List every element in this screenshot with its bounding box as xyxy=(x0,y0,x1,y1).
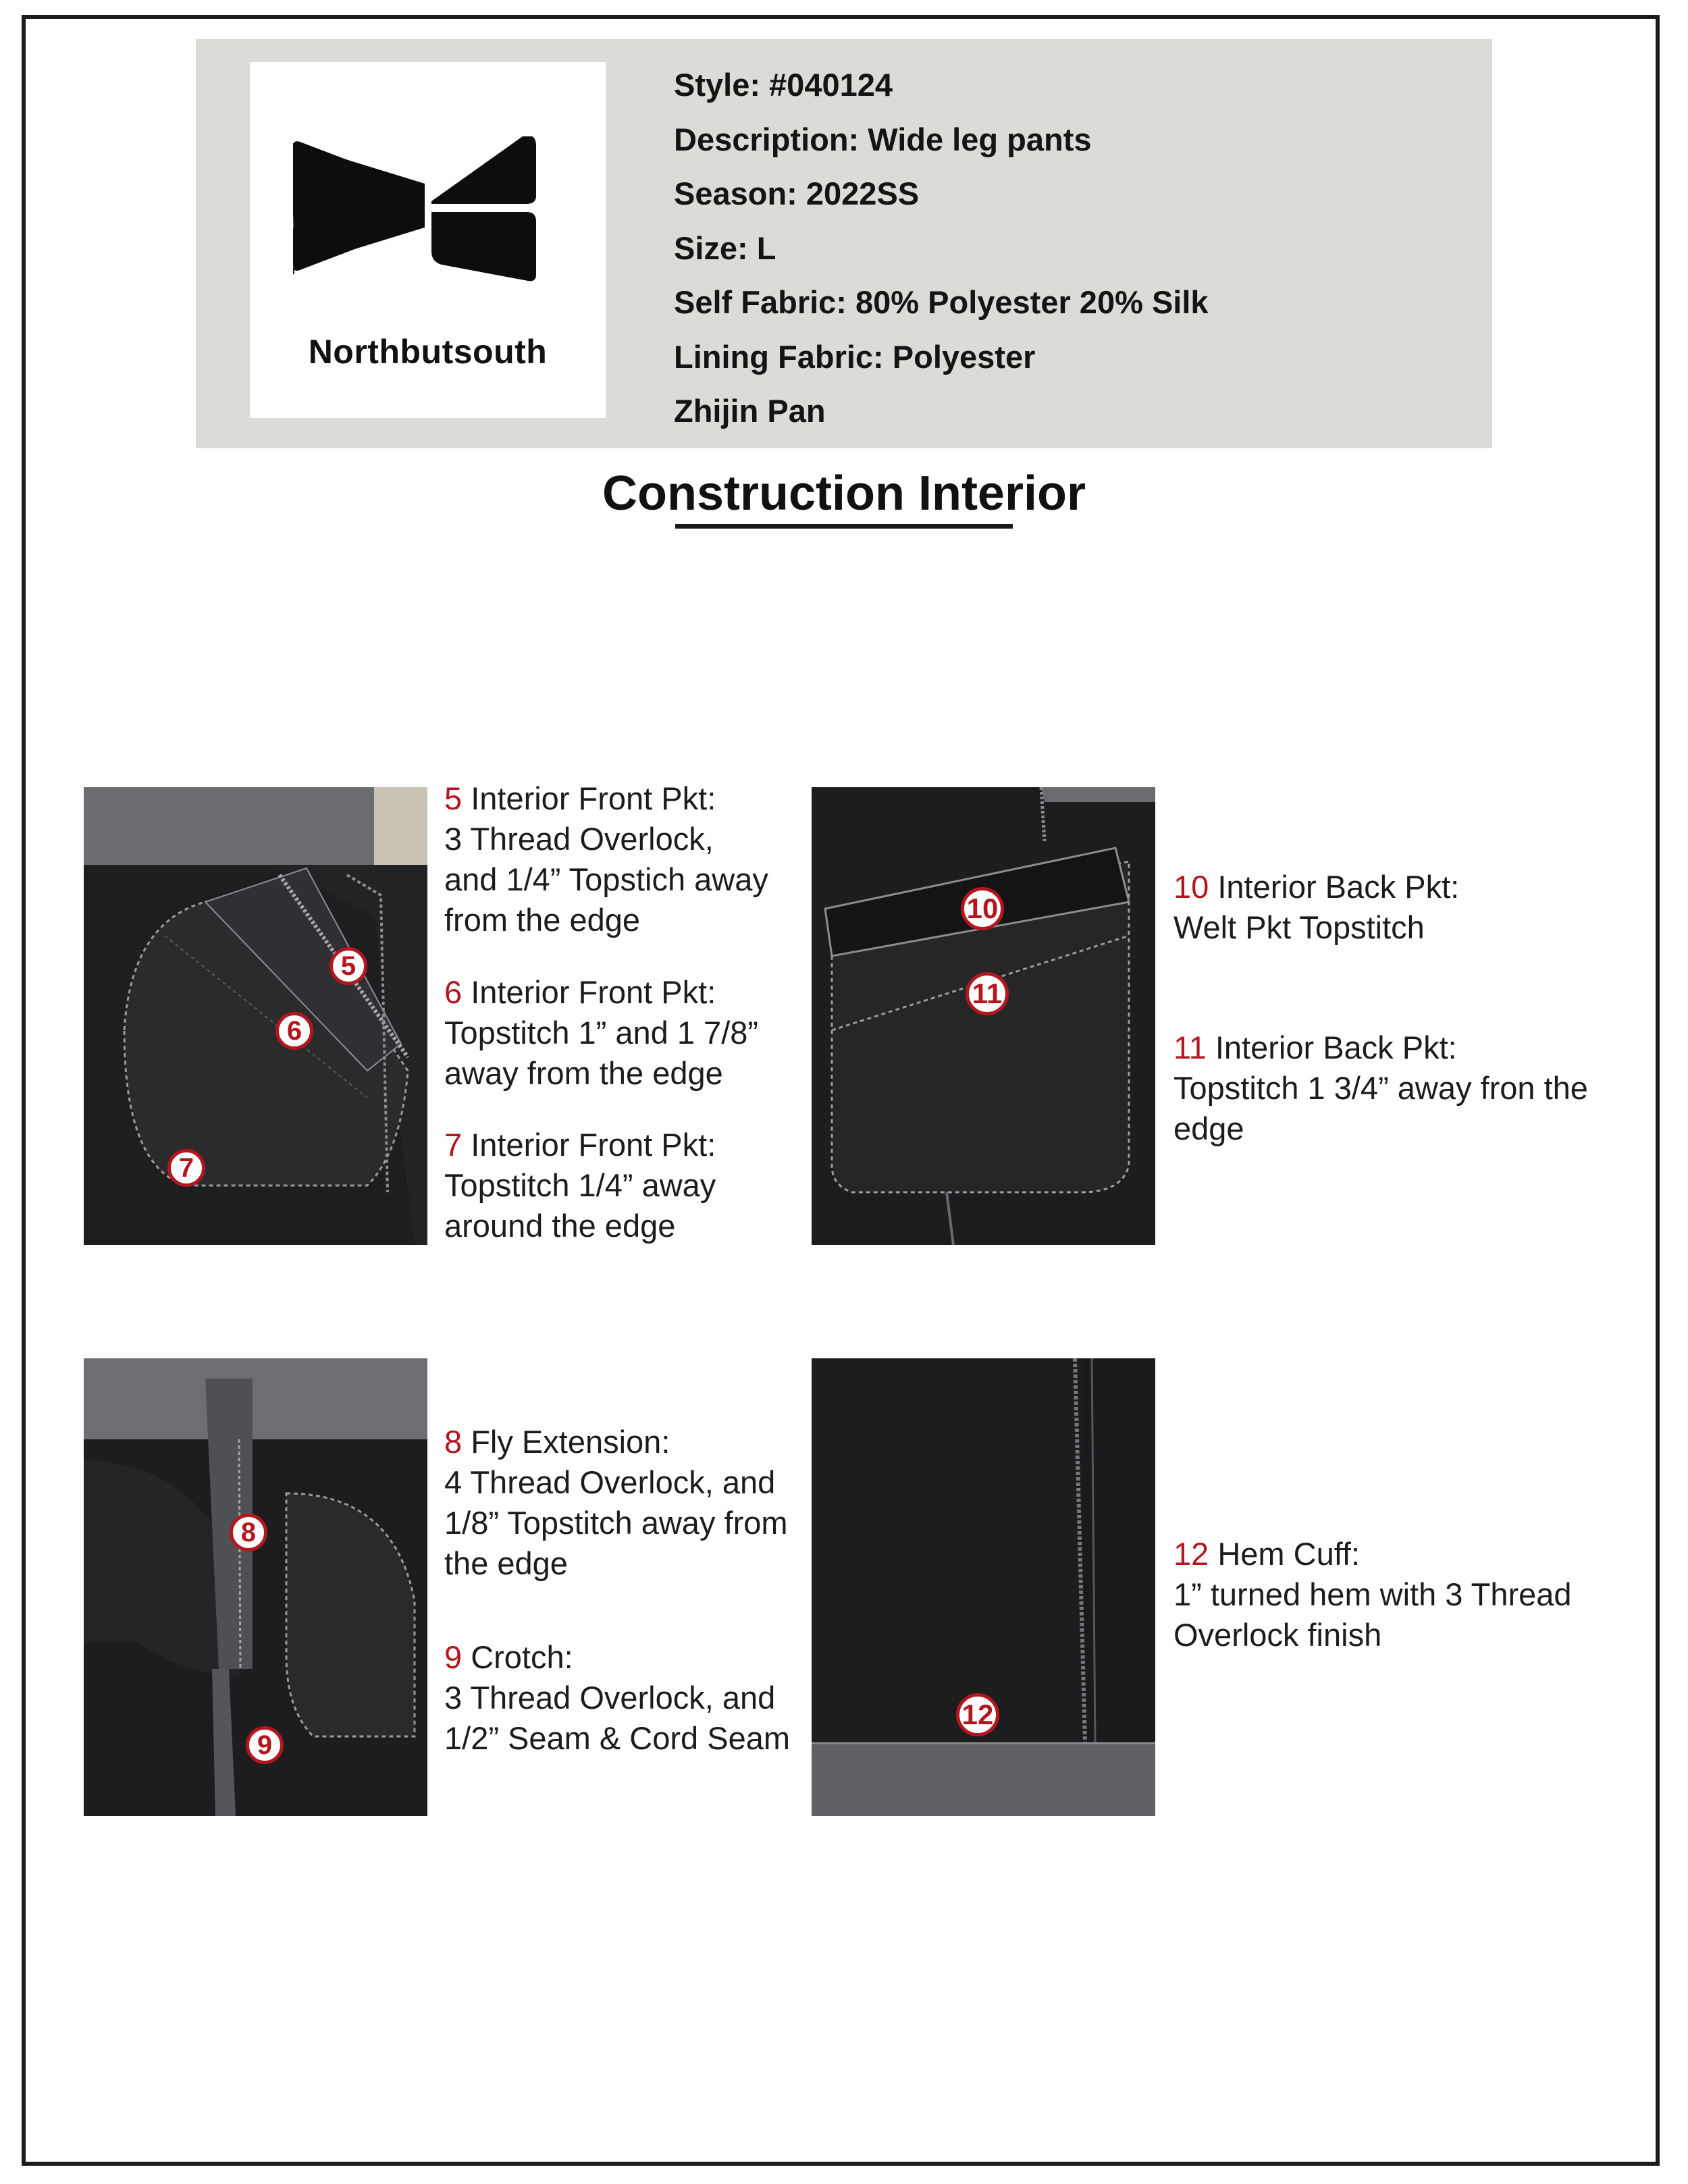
note-label: Crotch: xyxy=(462,1639,573,1675)
marker-8: 8 xyxy=(230,1514,267,1551)
title-underline xyxy=(675,524,1013,529)
note-line: Topstitch 1” and 1 7/8” xyxy=(444,1015,759,1050)
note-line: around the edge xyxy=(444,1208,676,1244)
self-fabric: Self Fabric: 80% Polyester 20% Silk xyxy=(674,284,1209,320)
size: Size: L xyxy=(674,230,776,266)
note-line: Overlock finish xyxy=(1173,1617,1382,1653)
season: Season: 2022SS xyxy=(674,176,920,211)
note-line: 3 Thread Overlock, xyxy=(444,821,714,857)
note-number: 11 xyxy=(1173,1030,1207,1065)
back-pocket-photo xyxy=(812,787,1155,1245)
abstract-bowtie-logo-icon xyxy=(293,136,536,282)
note-label: Fly Extension: xyxy=(462,1424,670,1460)
style-number: Style: #040124 xyxy=(674,67,893,103)
note-line: Topstitch 1 3/4” away fron the xyxy=(1173,1070,1588,1106)
note-line: Topstitch 1/4” away xyxy=(444,1167,716,1203)
note-label: Hem Cuff: xyxy=(1209,1536,1361,1572)
note-5 xyxy=(444,778,768,940)
note-11 xyxy=(1173,1028,1588,1149)
note-line: Welt Pkt Topstitch xyxy=(1173,909,1425,945)
spec-header xyxy=(196,39,1492,448)
spec-info xyxy=(674,58,1209,439)
note-line: 3 Thread Overlock, and xyxy=(444,1680,776,1715)
marker-11: 11 xyxy=(966,972,1009,1015)
note-7 xyxy=(444,1125,716,1246)
marker-12: 12 xyxy=(956,1693,999,1736)
note-12 xyxy=(1173,1534,1572,1655)
note-number: 8 xyxy=(444,1424,463,1460)
note-line: 1/8” Topstitch away from xyxy=(444,1505,788,1541)
lining-fabric: Lining Fabric: Polyester xyxy=(674,338,1036,375)
brand-name: Northbutsouth xyxy=(308,333,548,371)
page-title: Construction Interior xyxy=(602,467,1086,521)
marker-9: 9 xyxy=(246,1726,284,1764)
note-line: from the edge xyxy=(444,902,641,938)
marker-5: 5 xyxy=(329,947,367,985)
note-label: Interior Back Pkt: xyxy=(1209,869,1460,905)
note-line: edge xyxy=(1173,1111,1244,1146)
note-label: Interior Back Pkt: xyxy=(1206,1030,1457,1065)
note-number: 12 xyxy=(1173,1536,1209,1572)
marker-7: 7 xyxy=(167,1149,205,1187)
note-6 xyxy=(444,972,758,1094)
designer-name: Zhijin Pan xyxy=(674,393,826,429)
front-pocket-photo xyxy=(84,787,427,1245)
note-line: the edge xyxy=(444,1545,568,1581)
note-label: Interior Front Pkt: xyxy=(462,780,716,816)
hem-cuff-photo xyxy=(812,1358,1155,1816)
note-number: 5 xyxy=(444,780,463,816)
note-number: 7 xyxy=(444,1127,463,1163)
brand-logo xyxy=(250,62,606,418)
note-9 xyxy=(444,1637,790,1759)
note-8 xyxy=(444,1422,788,1584)
description: Description: Wide leg pants xyxy=(674,121,1092,157)
note-number: 10 xyxy=(1173,869,1209,905)
note-number: 9 xyxy=(444,1639,463,1675)
note-line: 1” turned hem with 3 Thread xyxy=(1173,1576,1572,1612)
note-line: away from the edge xyxy=(444,1055,723,1091)
note-line: 4 Thread Overlock, and xyxy=(444,1464,776,1500)
marker-6: 6 xyxy=(275,1012,313,1050)
note-label: Interior Front Pkt: xyxy=(462,974,716,1010)
note-label: Interior Front Pkt: xyxy=(462,1127,716,1163)
note-line: and 1/4” Topstich away xyxy=(444,861,768,897)
note-line: 1/2” Seam & Cord Seam xyxy=(444,1720,790,1756)
note-10 xyxy=(1173,867,1459,948)
note-number: 6 xyxy=(444,974,463,1010)
marker-10: 10 xyxy=(961,887,1004,930)
